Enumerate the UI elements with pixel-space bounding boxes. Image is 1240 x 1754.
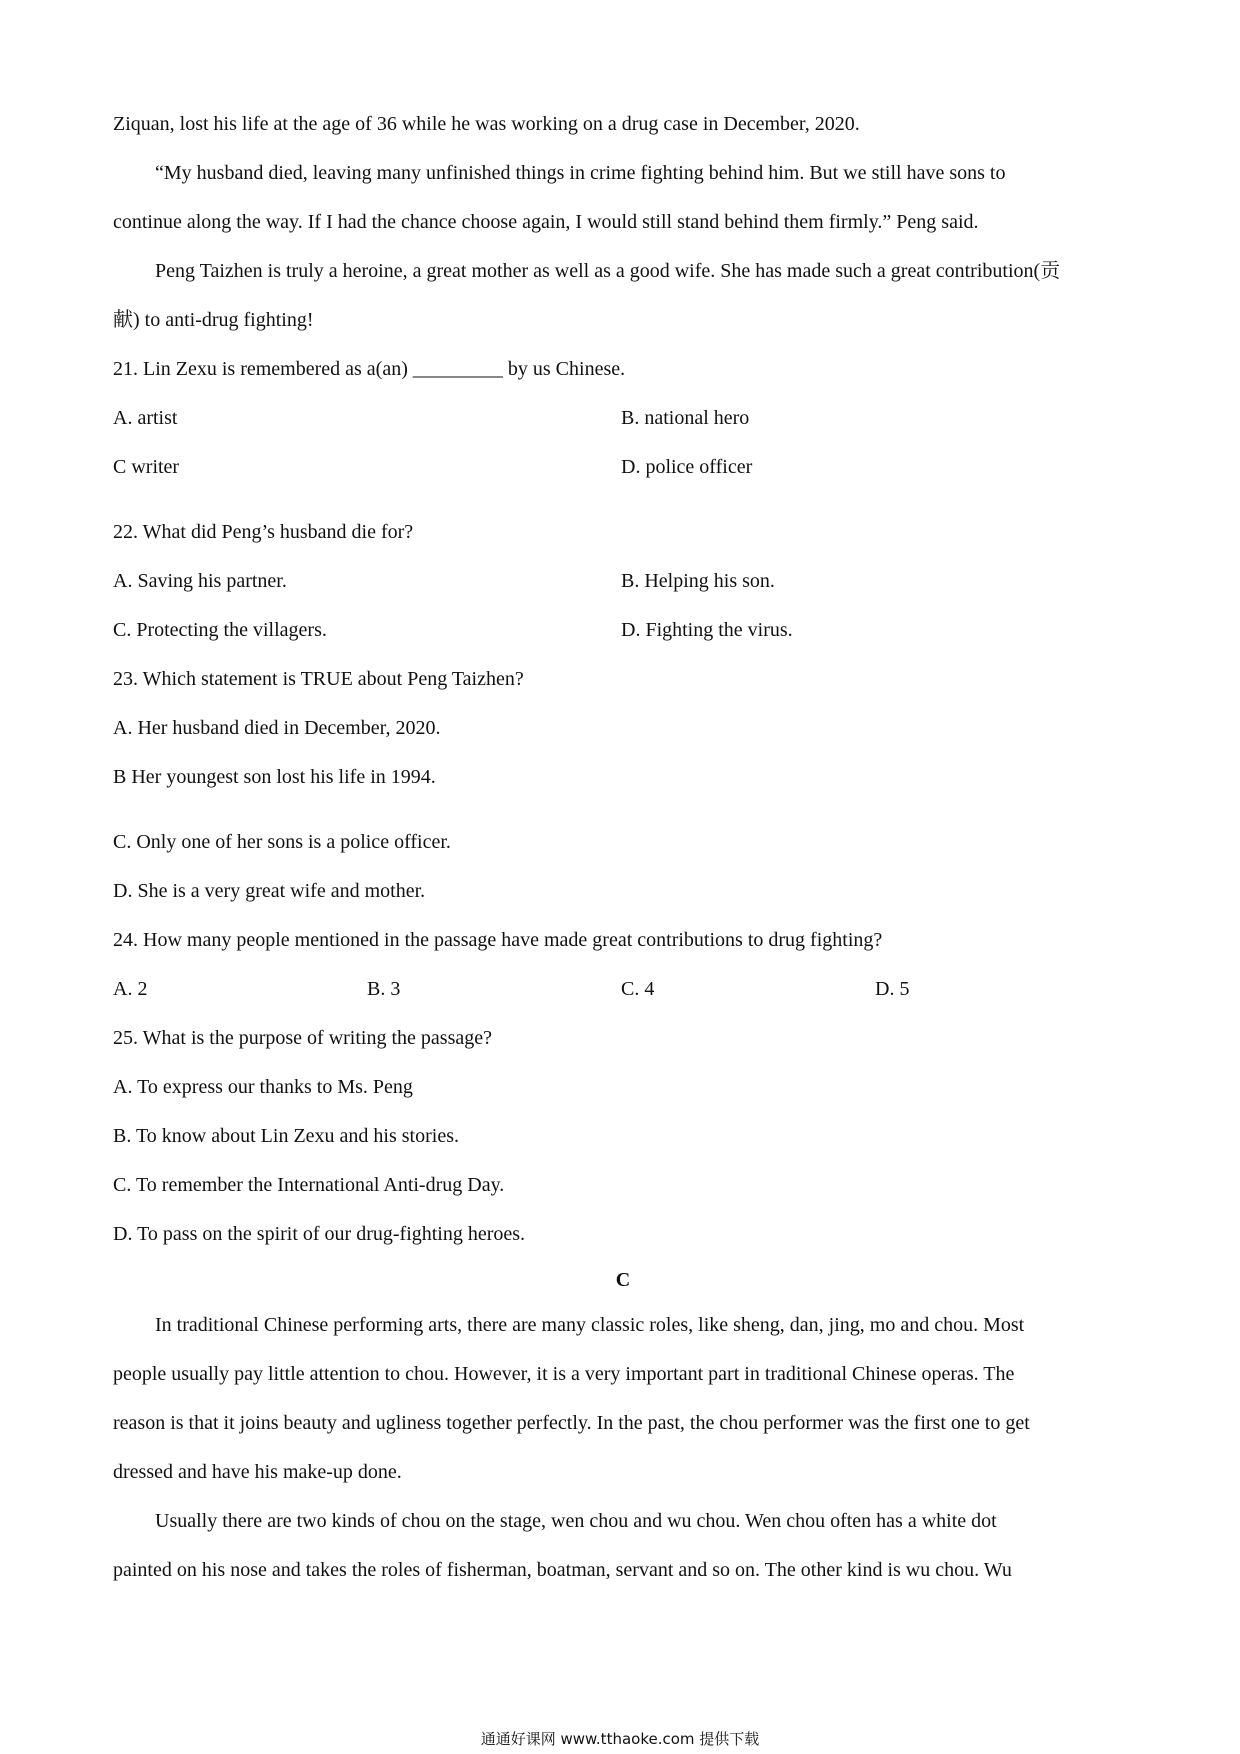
- question-options-22: [113, 557, 1133, 606]
- option-21-d: D. police officer: [621, 456, 753, 478]
- option-24-d: D. 5: [875, 978, 910, 1000]
- passage-line: people usually pay little attention to chou. However, it is a very important part in traditional Chinese operas. The: [113, 1363, 1015, 1385]
- option-24-b: B. 3: [367, 978, 401, 1000]
- option-23-a: A. Her husband died in December, 2020.: [113, 717, 441, 739]
- option-23-c: C. Only one of her sons is a police officer.: [113, 831, 451, 853]
- question-options-21: [113, 443, 1133, 492]
- option-23-b: B Her youngest son lost his life in 1994.: [113, 766, 436, 788]
- option-21-b: B. national hero: [621, 407, 750, 429]
- option-24-c: C. 4: [621, 978, 655, 1000]
- question-stem-21: 21. Lin Zexu is remembered as a(an) _________ by us Chinese.: [113, 358, 626, 380]
- option-25-b: B. To know about Lin Zexu and his stories.: [113, 1125, 459, 1147]
- option-21-c: C writer: [113, 456, 180, 478]
- passage-line: “My husband died, leaving many unfinished things in crime fighting behind him. But we still have sons to: [155, 162, 1006, 184]
- question-options-22: [113, 606, 1133, 655]
- passage-line: Peng Taizhen is truly a heroine, a great mother as well as a good wife. She has made such a great contribution(贡: [155, 260, 1061, 282]
- option-22-a: A. Saving his partner.: [113, 570, 287, 592]
- option-22-b: B. Helping his son.: [621, 570, 775, 592]
- passage-line: reason is that it joins beauty and ugliness together perfectly. In the past, the chou performer was the first one to get: [113, 1412, 1030, 1434]
- question-stem-24: 24. How many people mentioned in the passage have made great contributions to drug fighting?: [113, 929, 883, 951]
- option-21-a: A. artist: [113, 407, 178, 429]
- passage-line: painted on his nose and takes the roles of fisherman, boatman, servant and so on. The other kind is wu chou. Wu: [113, 1559, 1012, 1581]
- question-stem-25: 25. What is the purpose of writing the passage?: [113, 1027, 492, 1049]
- option-22-d: D. Fighting the virus.: [621, 619, 793, 641]
- page-content: [113, 100, 1133, 1595]
- passage-line: In traditional Chinese performing arts, there are many classic roles, like sheng, dan, jing, mo and chou. Most: [155, 1314, 1025, 1336]
- question-stem-22: 22. What did Peng’s husband die for?: [113, 521, 414, 543]
- question-stem-23: 23. Which statement is TRUE about Peng Taizhen?: [113, 668, 524, 690]
- passage-line: dressed and have his make-up done.: [113, 1461, 402, 1483]
- option-25-c: C. To remember the International Anti-drug Day.: [113, 1174, 505, 1196]
- section-heading-c: C: [615, 1269, 631, 1291]
- option-25-a: A. To express our thanks to Ms. Peng: [113, 1076, 413, 1098]
- option-22-c: C. Protecting the villagers.: [113, 619, 327, 641]
- passage-line: continue along the way. If I had the chance choose again, I would still stand behind them firmly.” Peng said.: [113, 211, 979, 233]
- passage-line: Ziquan, lost his life at the age of 36 while he was working on a drug case in December, 2020.: [113, 113, 860, 135]
- question-options-24: [113, 965, 1133, 1014]
- passage-line: 献) to anti-drug fighting!: [113, 309, 314, 331]
- option-23-d: D. She is a very great wife and mother.: [113, 880, 426, 902]
- passage-line: Usually there are two kinds of chou on the stage, wen chou and wu chou. Wen chou often has a white dot: [155, 1510, 997, 1532]
- option-25-d: D. To pass on the spirit of our drug-fighting heroes.: [113, 1223, 526, 1245]
- page-footer: 通通好课网 www.tthaoke.com 提供下载: [480, 1730, 760, 1748]
- question-options-21: [113, 394, 1133, 443]
- option-24-a: A. 2: [113, 978, 148, 1000]
